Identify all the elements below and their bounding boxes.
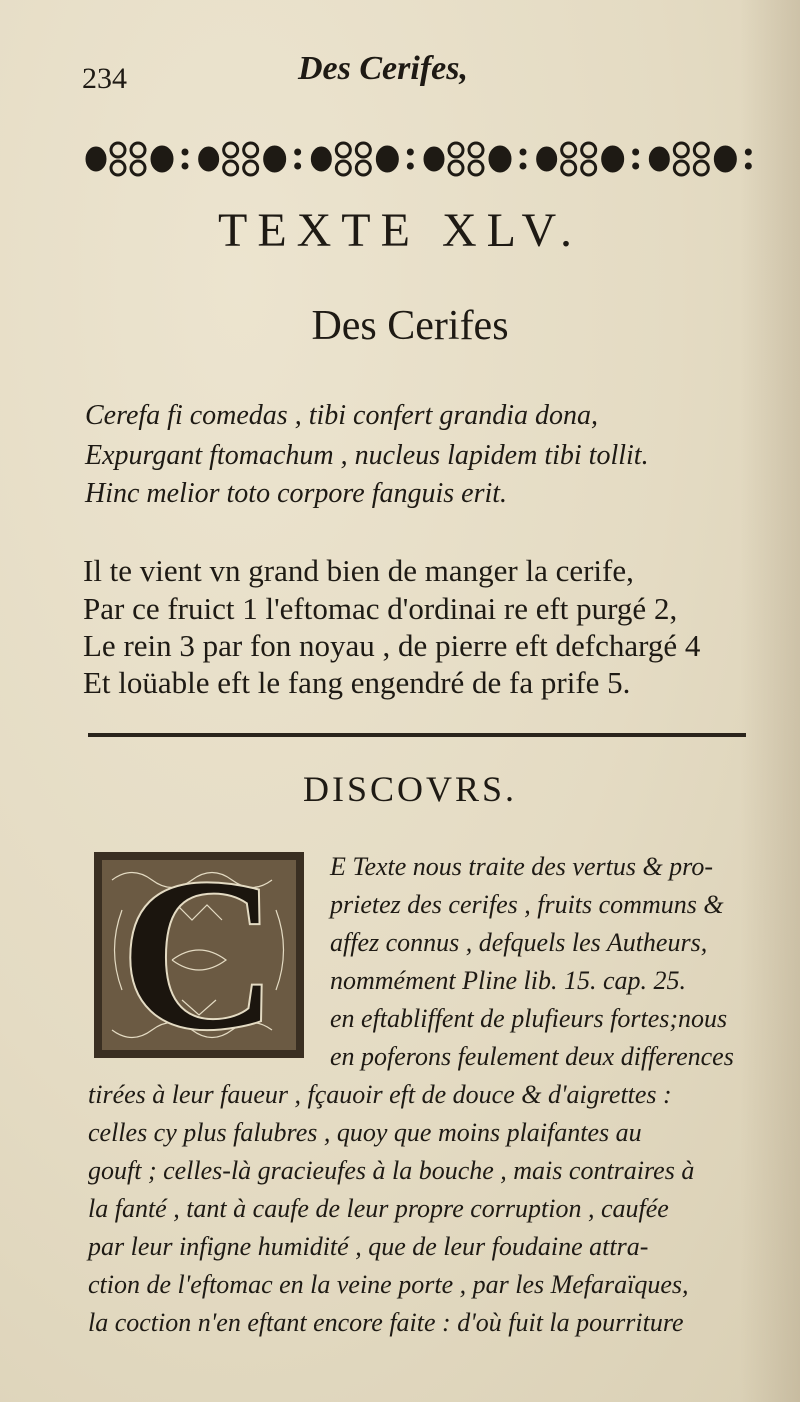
ornament-fleuron: [424, 143, 526, 175]
french-verse-3: Le rein 3 par fon noyau , de pierre eft defchargé 4: [83, 628, 701, 663]
discours-line-11: par leur infigne humidité , que de leur foudaine attra-: [88, 1232, 649, 1261]
discours-line-2: prietez des cerifes , fruits communs &: [330, 890, 724, 919]
discours-line-12: ction de l'eftomac en la veine porte , par les Mefaraïques,: [88, 1270, 689, 1299]
section-divider: [88, 733, 746, 737]
french-verse-4: Et loüable eft le fang engendré de fa prife 5.: [83, 665, 631, 700]
woodcut-initial-c-icon: [92, 850, 306, 1060]
discours-line-7: tirées à leur faueur , fçauoir eft de douce & d'aigrettes :: [88, 1080, 672, 1109]
discours-line-10: la fanté , tant à caufe de leur propre corruption , caufée: [88, 1194, 669, 1223]
drop-cap-letter: C: [119, 850, 279, 1060]
french-verse-1: Il te vient vn grand bien de manger la cerife,: [83, 553, 634, 588]
ornament-fleuron: [649, 143, 751, 175]
section-title: TEXTE XLV.: [218, 204, 582, 257]
discours-line-9: gouft ; celles-là gracieufes à la bouche , mais contraires à: [88, 1156, 695, 1185]
poem-title: Des Cerifes: [311, 303, 509, 349]
ornament-fleuron: [311, 143, 413, 175]
discours-line-5: en eftabliffent de plufieurs fortes;nous: [330, 1004, 728, 1033]
ornament-fleuron: [537, 143, 639, 175]
latin-verse-1: Cerefa fi comedas , tibi confert grandia dona,: [85, 400, 599, 431]
latin-verse-3: Hinc melior toto corpore fanguis erit.: [85, 478, 508, 509]
ornament-fleuron: [86, 143, 188, 175]
running-head: Des Cerifes,: [298, 50, 468, 87]
french-verse-2: Par ce fruict 1 l'eftomac d'ordinai re eft purgé 2,: [83, 591, 678, 626]
discours-line-13: la coction n'en eftant encore faite : d'où fuit la pourriture: [88, 1308, 684, 1337]
discours-line-4: nommément Pline lib. 15. cap. 25.: [330, 966, 686, 995]
printer-ornament-band: [82, 136, 758, 182]
discours-line-6: en poferons feulement deux differences: [330, 1042, 734, 1071]
ornament-fleuron: [199, 143, 301, 175]
discours-line-8: celles cy plus falubres , quoy que moins plaifantes au: [88, 1118, 642, 1147]
discours-line-1: E Texte nous traite des vertus & pro-: [330, 852, 713, 881]
discours-title: DISCOVRS.: [302, 769, 518, 809]
page-number: 234: [82, 62, 127, 95]
discours-line-3: affez connus , defquels les Autheurs,: [330, 928, 708, 957]
latin-verse-2: Expurgant ftomachum , nucleus lapidem tibi tollit.: [85, 440, 649, 471]
